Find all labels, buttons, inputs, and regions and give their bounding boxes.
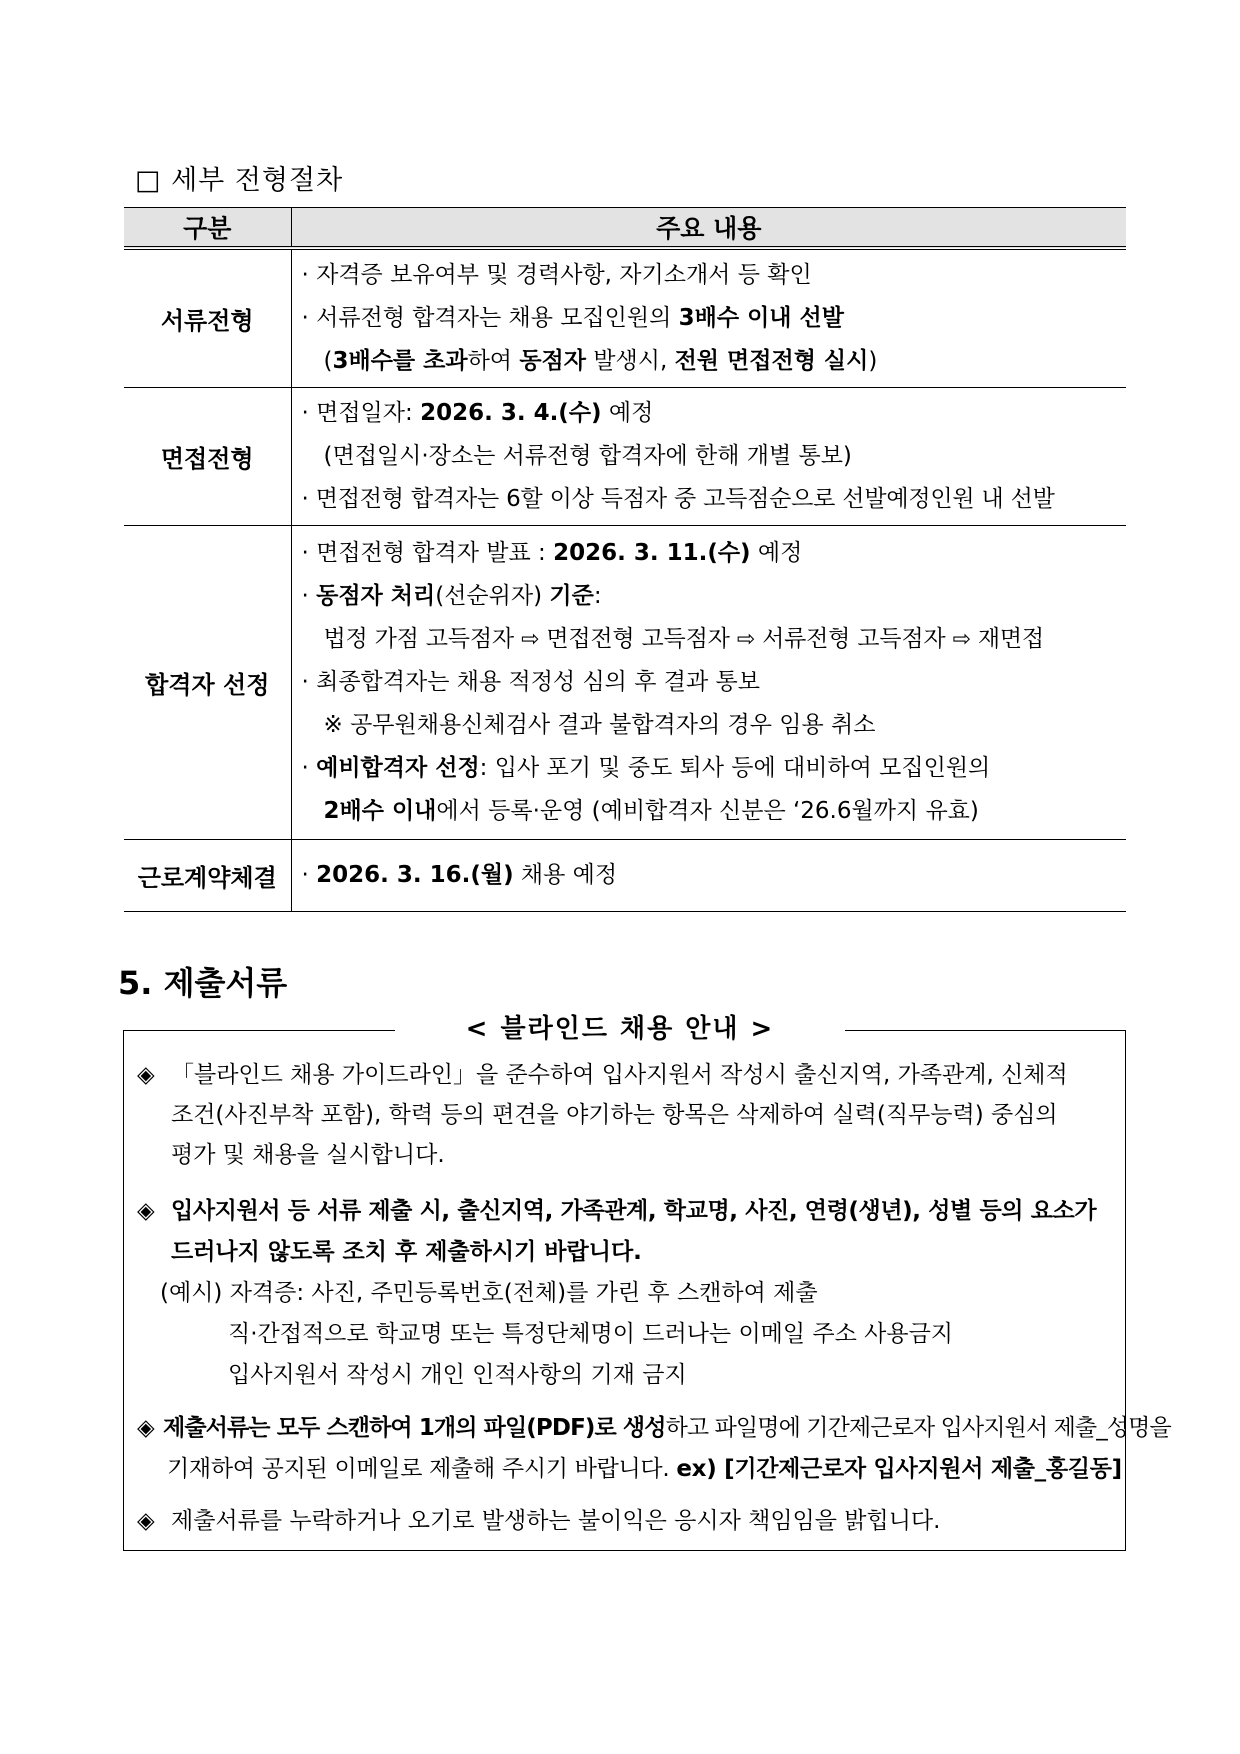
arrow-icon: ⇨ — [952, 627, 971, 652]
blind-p1-line2: 조건(사진부착 포함), 학력 등의 편견을 야기하는 항목은 삭제하여 실력(직무능력) 중심의 — [171, 1102, 1058, 1128]
section5-title: 5. 제출서류 — [118, 964, 288, 1002]
blind-example-line2: 직·간접적으로 학교명 또는 특정단체명이 드러나는 이메일 주소 사용금지 — [228, 1321, 954, 1347]
arrow-icon: ⇨ — [521, 627, 540, 652]
blind-p1-line3: 평가 및 채용을 실시합니다. — [171, 1142, 445, 1168]
table-row — [124, 526, 1126, 840]
row-label-interview: 면접전형 — [124, 388, 291, 526]
selection-line-1: · 면접전형 합격자 발표 : 2026. 3. 11.(수) 예정 — [301, 540, 803, 566]
contract-line-1: · 2026. 3. 16.(월) 채용 예정 — [301, 862, 618, 888]
doc-line-2: · 서류전형 합격자는 채용 모집인원의 3배수 이내 선발 — [301, 305, 844, 331]
blind-p3-line1: ◈ 제출서류는 모두 스캔하여 1개의 파일(PDF)로 생성하고 파일명에 기간제근로자 입사지원서 제출_성명을 — [137, 1407, 1171, 1449]
blind-example-line3: 입사지원서 작성시 개인 인적사항의 기재 금지 — [228, 1362, 687, 1388]
selection-line-2: · 동점자 처리(선순위자) 기준: — [301, 583, 602, 609]
section-title: □ 세부 전형절차 — [135, 165, 344, 196]
row-label-contract: 근로계약체결 — [124, 840, 291, 912]
interview-line-3: · 면접전형 합격자는 6할 이상 득점자 중 고득점순으로 선발예정인원 내 선발 — [301, 486, 1055, 512]
selection-line-4: · 최종합격자는 채용 적정성 심의 후 결과 통보 — [301, 669, 760, 695]
diamond-bullet-icon: ◈ — [137, 1508, 155, 1534]
table-row — [124, 388, 1126, 526]
row-content-document — [291, 248, 1126, 388]
blind-p3-line2: 기재하여 공지된 이메일로 제출해 주시기 바랍니다. ex) [기간제근로자 입사지원서 제출_홍길동] — [167, 1456, 1122, 1482]
row-content-selection — [291, 526, 1126, 840]
blind-p2-line1: ◈ 입사지원서 등 서류 제출 시, 출신지역, 가족관계, 학교명, 사진, 연령(생년), 성별 등의 요소가 — [137, 1190, 1096, 1232]
row-label-document: 서류전형 — [124, 248, 291, 388]
doc-line-1: · 자격증 보유여부 및 경력사항, 자기소개서 등 확인 — [301, 262, 812, 288]
blind-hiring-title: < 블라인드 채용 안내 > — [395, 1009, 845, 1049]
table-row — [124, 840, 1126, 912]
blind-p4-line1: ◈ 제출서류를 누락하거나 오기로 발생하는 불이익은 응시자 책임임을 밝힙니다. — [137, 1500, 940, 1542]
table-row — [124, 248, 1126, 388]
procedure-table — [124, 207, 1126, 912]
blind-p2-line2: 드러나지 않도록 조치 후 제출하시기 바랍니다. — [171, 1239, 642, 1265]
diamond-bullet-icon: ◈ — [137, 1062, 155, 1088]
table-header-row — [124, 208, 1126, 249]
selection-line-3: 법정 가점 고득점자 ⇨ 면접전형 고득점자 ⇨ 서류전형 고득점자 ⇨ 재면접 — [323, 626, 1044, 652]
arrow-icon: ⇨ — [736, 627, 755, 652]
doc-line-3: (3배수를 초과하여 동점자 발생시, 전원 면접전형 실시) — [323, 348, 878, 374]
diamond-bullet-icon: ◈ — [137, 1415, 154, 1441]
header-category: 구분 — [124, 208, 291, 249]
selection-line-6: · 예비합격자 선정: 입사 포기 및 중도 퇴사 등에 대비하여 모집인원의 — [301, 755, 991, 781]
row-label-selection: 합격자 선정 — [124, 526, 291, 840]
row-content-interview — [291, 388, 1126, 526]
row-content-contract — [291, 840, 1126, 912]
diamond-bullet-icon: ◈ — [137, 1198, 155, 1224]
interview-line-1: · 면접일자: 2026. 3. 4.(수) 예정 — [301, 400, 654, 426]
header-content: 주요 내용 — [291, 208, 1126, 249]
selection-line-5: ※ 공무원채용신체검사 결과 불합격자의 경우 임용 취소 — [323, 712, 876, 738]
selection-line-7: 2배수 이내에서 등록·운영 (예비합격자 신분은 ‘26.6월까지 유효) — [323, 798, 979, 824]
blind-example-line1: (예시) 자격증: 사진, 주민등록번호(전체)를 가린 후 스캔하여 제출 — [160, 1280, 818, 1306]
interview-line-2: (면접일시·장소는 서류전형 합격자에 한해 개별 통보) — [323, 443, 852, 469]
blind-p1-line1: ◈ 「블라인드 채용 가이드라인」을 준수하여 입사지원서 작성시 출신지역, 가족관계, 신체적 — [137, 1054, 1068, 1096]
